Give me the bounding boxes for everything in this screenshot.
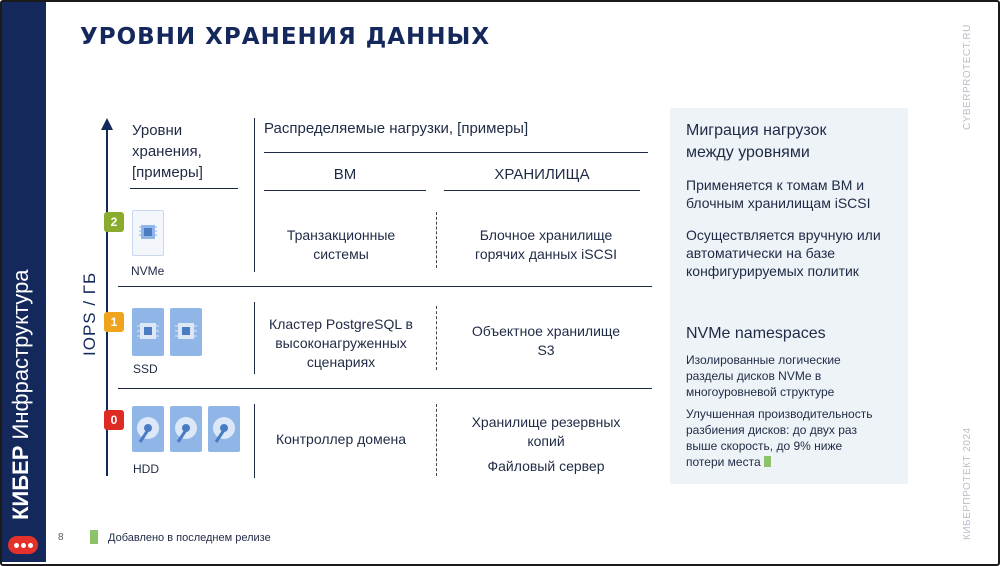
divider	[264, 152, 648, 153]
nvme-namespaces-text: Улучшенная производительность разбиения дисков: до двух раз выше скорость, до 9% ниже потери места	[686, 407, 873, 469]
added-marker-icon	[90, 530, 98, 544]
workloads-header: Распределяемые нагрузки, [примеры]	[264, 120, 529, 137]
column-divider	[254, 302, 255, 374]
storage-header: ХРАНИЛИЩА	[494, 166, 590, 183]
column-divider	[436, 404, 437, 476]
vm-workload: Кластер PostgreSQL в высоконагруженных сценариях	[269, 316, 413, 370]
column-divider	[254, 404, 255, 478]
migration-heading: Миграция нагрузок между уровнями	[686, 122, 827, 161]
storage-workload: Блочное хранилище горячих данных iSCSI	[475, 227, 617, 262]
column-divider	[436, 212, 437, 268]
storage-workload: Хранилище резервных копий Файловый сервер	[471, 414, 621, 474]
vm-header: ВМ	[333, 166, 357, 183]
hdd-drive-icon	[208, 406, 240, 452]
vm-workload: Контроллер домена	[275, 431, 407, 447]
row-divider	[118, 286, 652, 287]
tier-badge: 0	[104, 410, 124, 430]
device-label: NVMe	[131, 264, 165, 278]
vm-workload: Транзакционные системы	[286, 227, 396, 262]
divider	[444, 190, 640, 191]
ssd-drive-icon	[132, 308, 164, 356]
divider	[264, 190, 426, 191]
info-panel	[670, 108, 908, 484]
hdd-drive-icon	[132, 406, 164, 452]
added-marker-icon	[764, 456, 771, 467]
nvme-namespaces-text: Изолированные логические разделы дисков NVMe в многоуровневой структуре	[686, 353, 841, 399]
page-number: 8	[58, 532, 64, 543]
page-title: УРОВНИ ХРАНЕНИЯ ДАННЫХ	[80, 24, 491, 50]
device-label: SSD	[133, 362, 158, 376]
storage-workload: Объектное хранилище S3	[471, 323, 621, 358]
migration-text: Осуществляется вручную или автоматически на базе конфигурируемых политик	[686, 227, 881, 279]
tier-badge: 2	[104, 212, 124, 232]
legend-text: Добавлено в последнем релизе	[108, 532, 271, 544]
arrow-up-icon	[101, 118, 113, 130]
nvme-namespaces-heading: NVMe namespaces	[686, 325, 826, 342]
device-label: HDD	[133, 462, 159, 476]
row-divider	[118, 388, 652, 389]
tier-badge: 1	[104, 312, 124, 332]
migration-text: Применяется к томам ВМ и блочным хранилищам iSCSI	[686, 177, 871, 211]
divider	[130, 188, 238, 189]
column-divider	[436, 306, 437, 370]
column-divider	[254, 118, 255, 272]
tiers-header: Уровни хранения, [примеры]	[132, 122, 203, 181]
hdd-drive-icon	[170, 406, 202, 452]
brand-logo-icon	[8, 536, 38, 554]
ssd-drive-icon	[170, 308, 202, 356]
nvme-drive-icon	[132, 210, 164, 256]
